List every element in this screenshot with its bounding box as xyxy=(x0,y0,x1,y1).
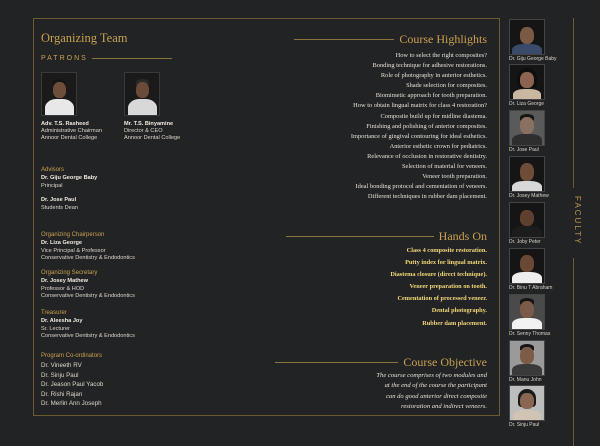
coordinators-heading: Program Co-ordinators xyxy=(41,353,103,359)
advisors-block xyxy=(41,167,97,212)
objective-line: The course comprises of two modules and xyxy=(376,372,487,379)
hands-on-item: Class 4 composite restoration. xyxy=(406,247,487,254)
patron-role: Director & CEO xyxy=(124,128,163,134)
faculty-photo xyxy=(509,385,545,421)
faculty-divider-top xyxy=(573,18,574,188)
coordinator-name: Dr. Rishi Rajan xyxy=(41,390,83,398)
secretary-heading: Organizing Secretary xyxy=(41,270,98,276)
chairperson-block xyxy=(41,232,135,263)
faculty-photo xyxy=(509,64,545,100)
patron-photo xyxy=(41,72,77,116)
hands-on-item: Cementation of processed veneer. xyxy=(397,295,487,303)
faculty-photo xyxy=(509,156,545,192)
faculty-name: Dr. Sinju Paul xyxy=(509,422,540,428)
faculty-photo xyxy=(509,19,545,55)
coordinator-name: Dr. Vineeth RV xyxy=(41,362,82,369)
treasurer-block xyxy=(41,310,135,341)
highlight-item: Role of photography in anterior esthetics. xyxy=(380,72,487,80)
chairperson-line1: Vice Principal & Professor xyxy=(41,247,106,254)
advisor-name: Dr. Giju George Baby xyxy=(41,175,98,182)
advisor-title: Students Dean xyxy=(41,204,79,211)
coordinator-name: Dr. Sinju Paul xyxy=(41,371,79,379)
faculty-photo xyxy=(509,248,545,284)
coordinator-name: Dr. Merlin Ann Joseph xyxy=(41,400,102,408)
treasurer-line2: Conservative Dentistry & Endodontics xyxy=(41,333,135,340)
course-objective-text xyxy=(376,371,487,413)
objective-line: at the end of the course the participant xyxy=(384,382,487,390)
faculty-member xyxy=(509,248,569,291)
course-objective-title-text: Course Objective xyxy=(403,355,487,369)
treasurer-line1: Sr. Lecturer xyxy=(41,325,70,332)
faculty-name: Dr. Joby Peter xyxy=(509,239,541,245)
chairperson-line2: Conservative Dentistry & Endodontics xyxy=(41,255,135,262)
faculty-photo xyxy=(509,294,545,330)
highlight-item: Composite build up for midline diastema. xyxy=(380,112,487,120)
highlight-item: Different techniques in rubber dam placement. xyxy=(367,193,487,201)
highlight-item: How to obtain lingual matrix for class 4 restoration? xyxy=(353,102,487,110)
patron-photo xyxy=(124,72,160,116)
faculty-name: Dr. Giju George Baby xyxy=(509,56,557,62)
faculty-name: Dr. Liza George xyxy=(509,101,545,107)
faculty-photo xyxy=(509,202,545,238)
patron-card xyxy=(124,72,180,142)
faculty-name: Dr. Josey Mathew xyxy=(509,193,549,199)
faculty-member xyxy=(509,19,569,62)
faculty-member xyxy=(509,385,569,428)
hands-on-item: Putty index for lingual matrix. xyxy=(405,259,487,267)
highlight-item: Veneer tooth preparation. xyxy=(422,173,487,181)
faculty-member xyxy=(509,294,569,337)
highlight-item: Importance of gingival contouring for ideal esthetics. xyxy=(350,132,487,140)
objective-line: restoration and indirect veneers. xyxy=(401,403,487,411)
advisor-title: Principal xyxy=(41,182,63,189)
chairperson-heading: Organizing Chairperson xyxy=(41,232,105,238)
highlight-item: How to select the right composites? xyxy=(395,52,487,59)
objective-rule xyxy=(275,362,398,363)
faculty-member xyxy=(509,110,569,153)
highlight-item: Finishing and polishing of anterior composites. xyxy=(366,122,487,130)
chairperson-name: Dr. Liza George xyxy=(41,240,83,247)
course-objective-title xyxy=(275,355,487,370)
objective-line: can do good anterior direct composite xyxy=(385,392,487,400)
faculty-name: Dr. Jose Paul xyxy=(509,147,539,153)
course-highlights-title xyxy=(294,32,487,47)
faculty-member xyxy=(509,64,569,107)
patron-org: Annoor Dental College xyxy=(124,135,181,141)
patrons-label-text: PATRONS xyxy=(41,55,88,62)
patrons-label xyxy=(41,55,172,62)
faculty-label: FACULTY xyxy=(573,196,582,246)
coordinator-name: Dr. Jeason Paul Yacob xyxy=(41,381,104,389)
advisor-name: Dr. Jose Paul xyxy=(41,197,77,204)
highlight-item: Selection of material for veneers. xyxy=(402,163,487,171)
treasurer-heading: Treasurer xyxy=(41,310,67,316)
faculty-divider-bottom xyxy=(573,258,574,446)
faculty-name: Dr. Senny Thomas xyxy=(509,331,551,337)
faculty-name: Dr. Binu T Abraham xyxy=(509,285,553,291)
patron-org: Annoor Dental College xyxy=(41,135,98,141)
coordinators-block xyxy=(41,352,103,409)
course-highlights-list xyxy=(351,51,487,202)
hands-on-title xyxy=(286,229,487,244)
hands-on-title-text: Hands On xyxy=(438,229,487,243)
patron-card xyxy=(41,72,102,142)
patron-name: Mr. T.S. Binyamine xyxy=(124,121,174,127)
hands-on-item: Dental photography. xyxy=(431,307,487,315)
organizing-team-title: Organizing Team xyxy=(41,31,128,45)
treasurer-name: Dr. Aleesha Joy xyxy=(41,318,83,325)
faculty-member xyxy=(509,156,569,199)
faculty-member xyxy=(509,340,569,383)
patron-role: Administrative Chairman xyxy=(41,128,102,134)
hands-on-item: Diastema closure (direct technique). xyxy=(390,271,487,279)
highlight-item: Bonding technique for adhesive restorations. xyxy=(372,62,487,70)
faculty-photo xyxy=(509,340,545,376)
secretary-name: Dr. Josey Mathew xyxy=(41,278,88,285)
highlight-item: Relevance of occlusion in restorative dentistry. xyxy=(367,152,487,160)
secretary-line2: Conservative Dentistry & Endodontics xyxy=(41,293,135,300)
hands-on-item: Veneer preparation on tooth. xyxy=(409,283,487,291)
patron-name: Adv. T.S. Rasheed xyxy=(41,121,89,127)
faculty-photo xyxy=(509,110,545,146)
highlight-item: Shade selection for composites. xyxy=(406,82,487,90)
advisors-heading: Advisors xyxy=(41,167,65,173)
hands-on-list xyxy=(390,245,487,330)
patrons-rule xyxy=(92,58,172,59)
hands-on-rule xyxy=(286,236,434,237)
course-highlights-title-text: Course Highlights xyxy=(399,32,487,46)
faculty-member xyxy=(509,202,569,245)
hands-on-item: Rubber dam placement. xyxy=(422,319,487,327)
highlight-item: Anterior esthetic crown for pediatrics. xyxy=(389,142,487,150)
highlight-item: Biomimetic approach for tooth preparation. xyxy=(375,92,487,100)
secretary-block xyxy=(41,270,135,301)
highlight-item: Ideal bonding protocol and cementation of veneers. xyxy=(355,183,487,191)
secretary-line1: Professor & HOD xyxy=(41,285,85,292)
faculty-name: Dr. Manu John xyxy=(509,377,542,383)
highlights-rule xyxy=(294,39,394,40)
